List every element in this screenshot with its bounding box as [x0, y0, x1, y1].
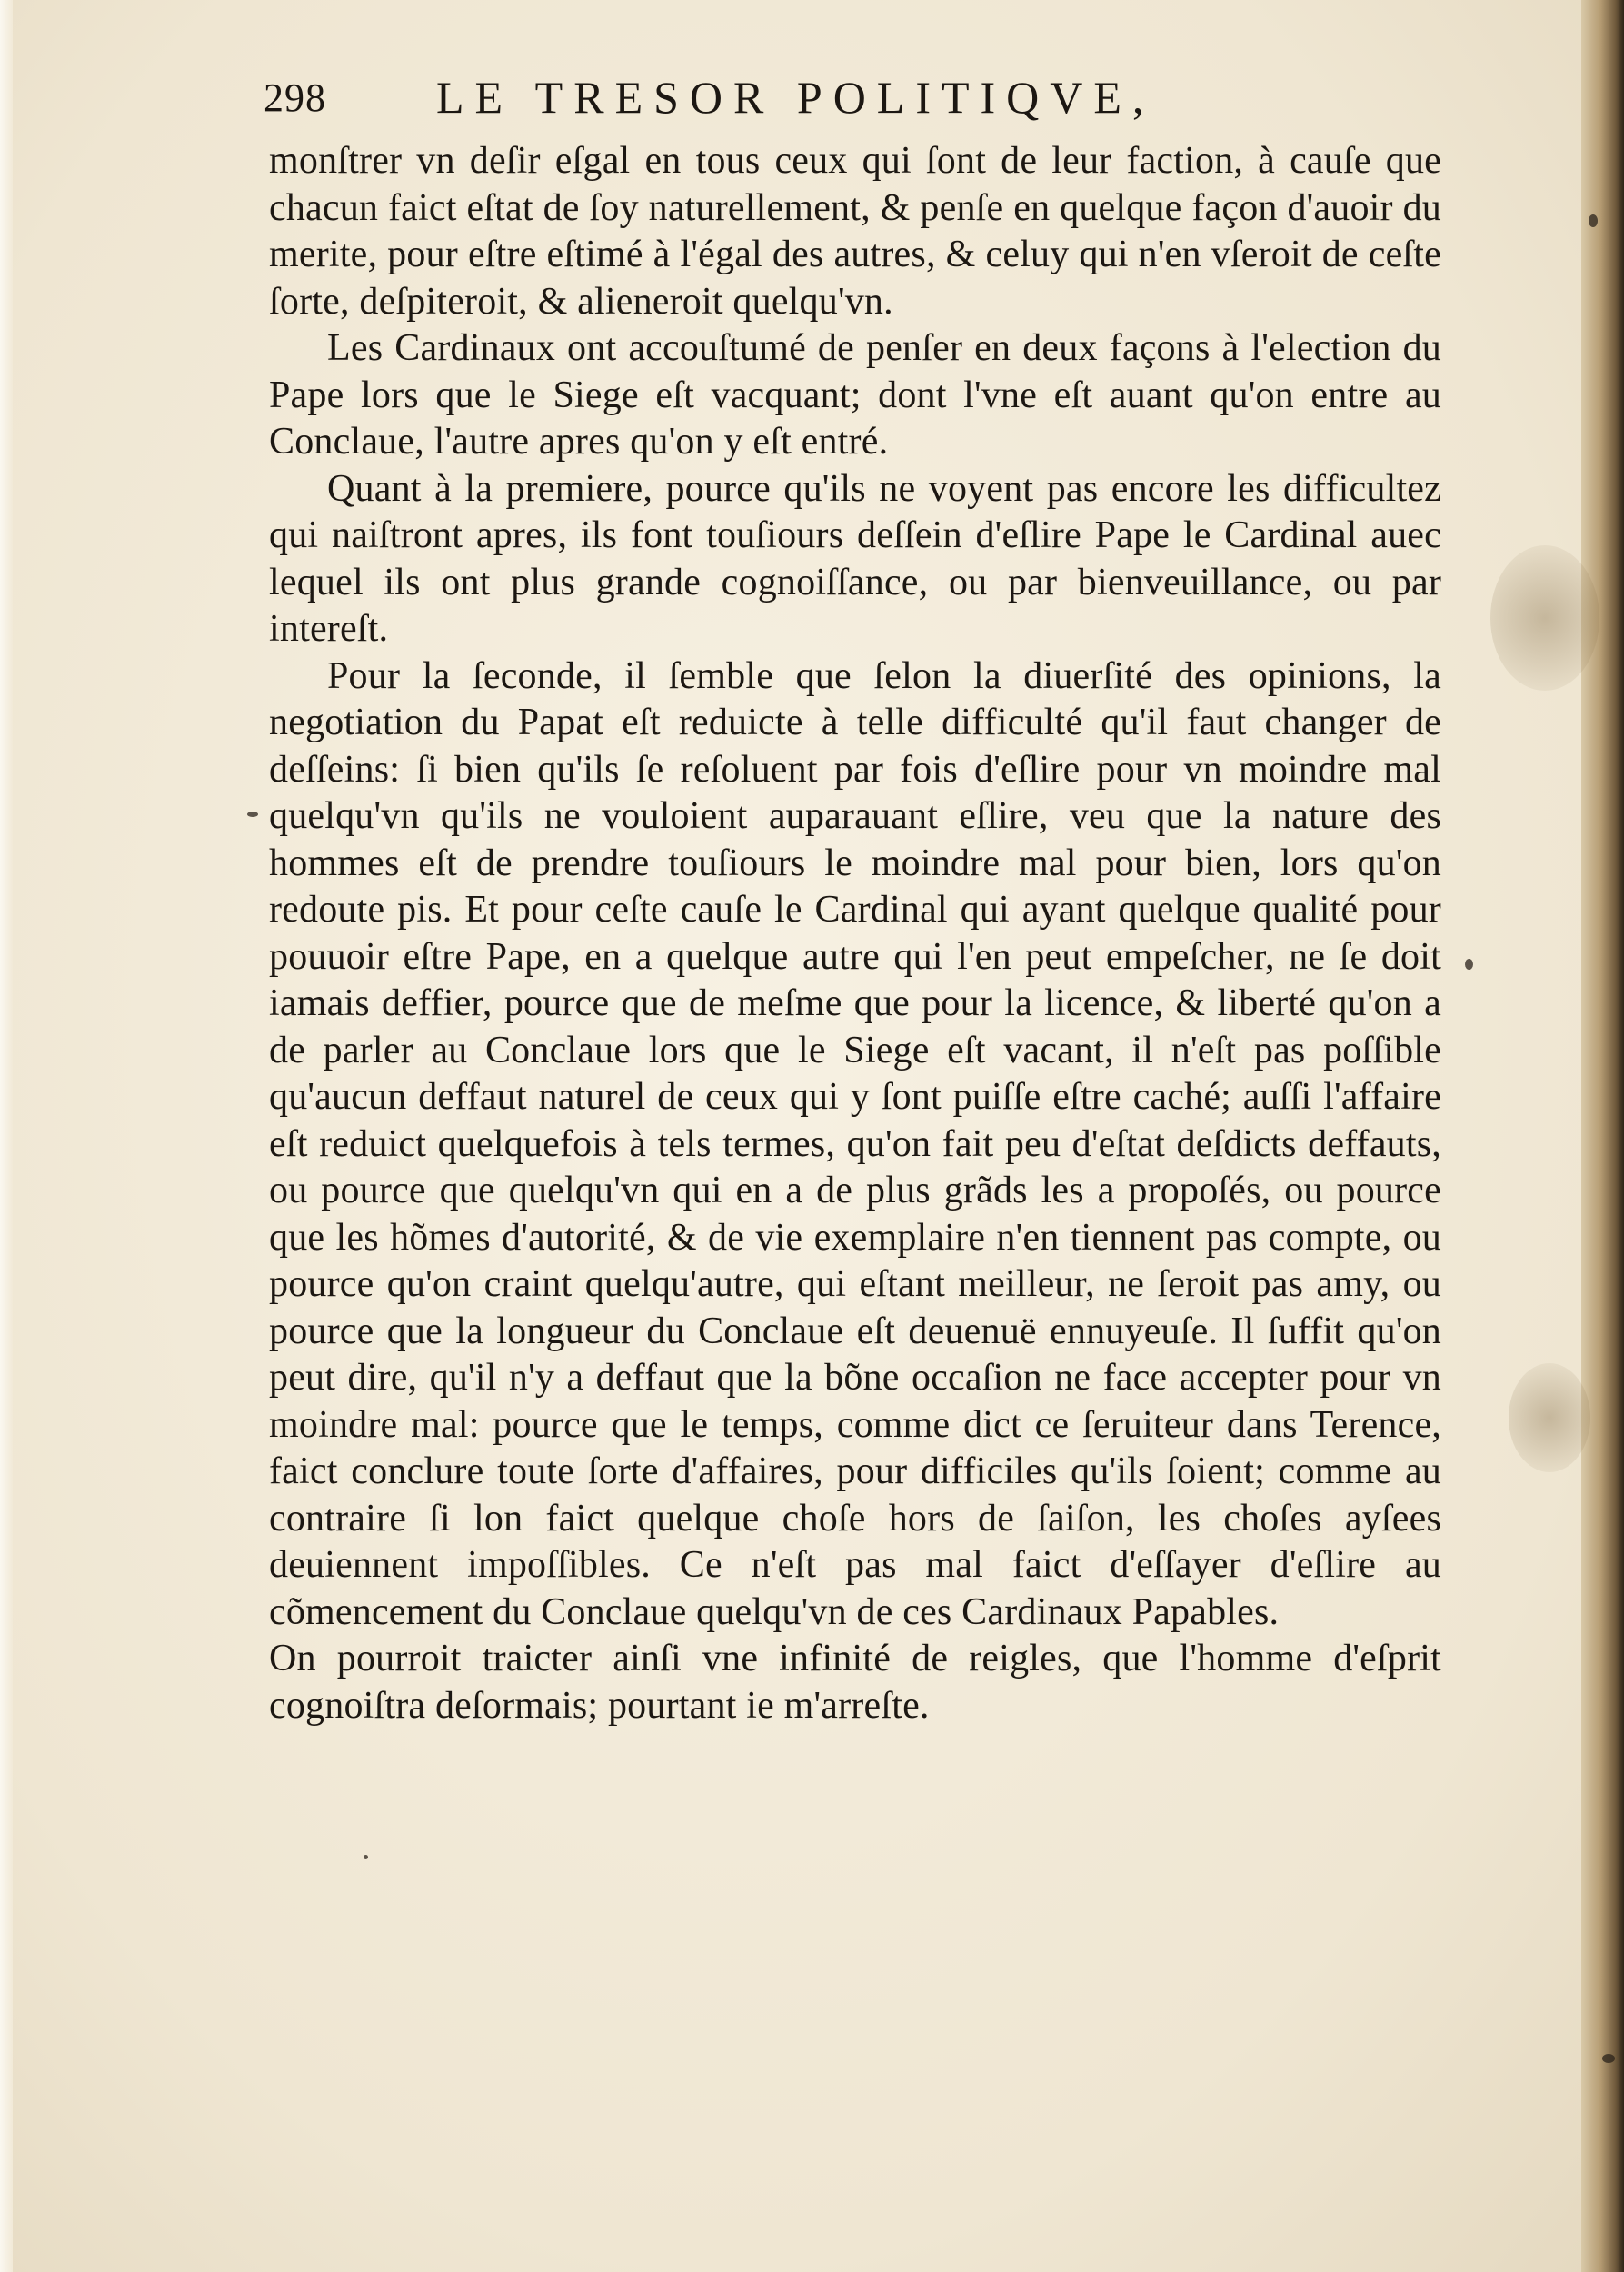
page-binding-shadow	[1581, 0, 1624, 2272]
body-text	[269, 138, 1441, 1729]
ink-blot	[247, 812, 258, 817]
ink-blot	[364, 1855, 368, 1859]
paper-stain	[1509, 1363, 1590, 1472]
ink-blot	[1589, 214, 1598, 227]
page-left-edge	[0, 0, 13, 2272]
page-number: 298	[264, 75, 326, 120]
paper-stain	[1490, 545, 1599, 691]
paragraph: Pour la ſeconde, il ſemble que ſelon la diuerſité des opinions, la negotiation du Papat eſt reduicte à telle difficulté qu'il faut changer de deſſeins: ſi bien qu'ils ſe reſoluent par fois d'eſlire pour vn moindre mal quelqu'vn qu'ils ne vouloient auparauant eſlire, veu que la nature des hommes eſt de prendre touſiours le moindre mal pour bien, lors qu'on redoute pis. Et pour ceſte cauſe le Cardinal qui ayant quelque qualité pour pouuoir eſtre Pape, en a quelque autre qui l'en peut empeſcher, ne ſe doit iamais deffier, pource que de meſme que pour la licence, & liberté qu'on a de parler au Conclaue lors que le Siege eſt vacant, il n'eſt pas poſſible qu'aucun deffaut naturel de ceux qui y ſont puiſſe eſtre caché; auſſi l'affaire eſt reduict quelquefois à tels termes, qu'on fait peu d'eſtat deſdicts deffauts, ou pource que quelqu'vn qui en a de plus grãds les a propoſés, ou pource que les hõmes d'autorité, & de vie exemplaire n'en tiennent pas compte, ou pource qu'on craint quelqu'autre, qui eſtant meilleur, ne ſeroit pas amy, ou pource que la longueur du Conclaue eſt deuenuë ennuyeuſe. Il ſuffit qu'on peut dire, qu'il n'y a deffaut que la bõne occaſion ne face accepter pour vn moindre mal: pource que le temps, comme dict ce ſeruiteur dans Terence, faict conclure toute ſorte d'affaires, pour difficiles qu'ils ſoient; comme au contraire ſi lon faict quelque choſe hors de ſaiſon, les choſes ayſees deuiennent impoſſibles. Ce n'eſt pas mal faict d'eſſayer d'eſlire au cõmencement du Conclaue quelqu'vn de ces Cardinaux Papables.	[269, 654, 1441, 1633]
paragraph: monſtrer vn deſir eſgal en tous ceux qui ſont de leur faction, à cauſe que chacun faict eſtat de ſoy naturellement, & penſe en quelque façon d'auoir du merite, pour eſtre eſtimé à l'égal des autres, & celuy qui n'en vſeroit de ceſte ſorte, deſpiteroit, & alieneroit quelqu'vn.	[269, 140, 1441, 323]
page-header	[264, 71, 1263, 135]
paragraph: On pourroit traicter ainſi vne infinité de reigles, que l'homme d'eſprit cognoiſtra deſormais; pourtant ie m'arreſte.	[269, 1638, 1441, 1727]
paragraph: Quant à la premiere, pource qu'ils ne voyent pas encore les difficultez qui naiſtront apres, ils font touſiours deſſein d'eſlire Pape le Cardinal auec lequel ils ont plus grande cognoiſſance, ou par bienveuillance, ou par intereſt.	[269, 467, 1441, 650]
ink-blot	[1465, 959, 1473, 970]
ink-blot	[1602, 2054, 1615, 2063]
paragraph: Les Cardinaux ont accouſtumé de penſer en deux façons à l'election du Pape lors que le Siege eſt vacquant; dont l'vne eſt auant qu'on entre au Conclaue, l'autre apres qu'on y eſt entré.	[269, 327, 1441, 463]
running-head: LE TRESOR POLITIQVE,	[436, 72, 1155, 123]
